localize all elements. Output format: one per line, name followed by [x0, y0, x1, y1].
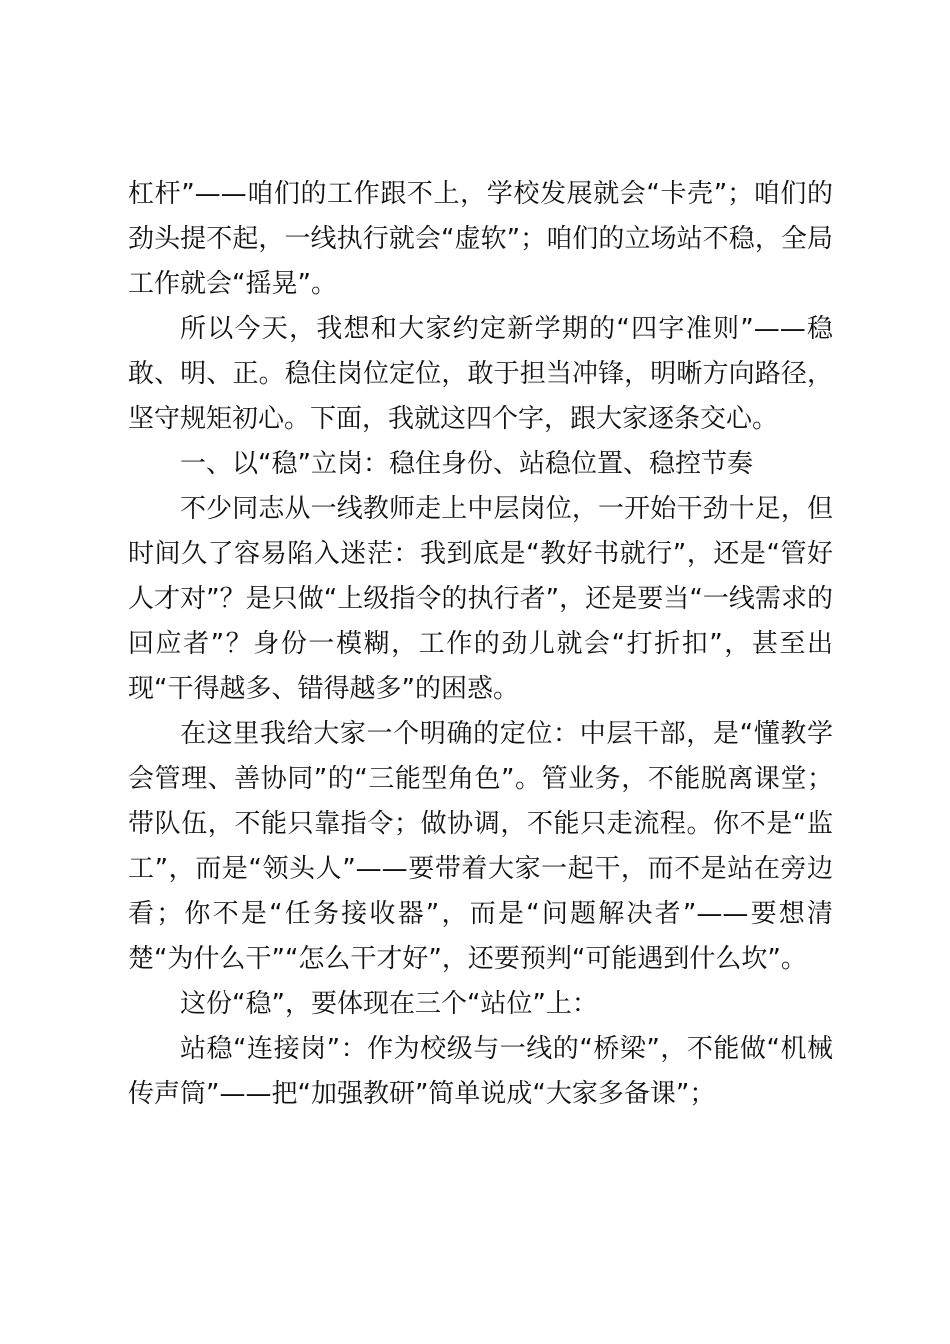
paragraph-identity-confusion: 不少同志从一线教师走上中层岗位，一开始干劲十足，但时间久了容易陷入迷茫：我到底是“教好书就行”，还是“管好人才对”？是只做“上级指令的执行者”，还是要当“一线需求的回应者”？身份一模糊，工作的劲儿就会“打折扣”，甚至出现“干得越多、错得越多”的困惑。 — [128, 494, 833, 704]
paragraph-continuation: 杠杆”——咱们的工作跟不上，学校发展就会“卡壳”；咱们的劲头提不起，一线执行就会“虚软”；咱们的立场站不稳，全局工作就会“摇晃”。 — [128, 179, 833, 299]
document-page — [128, 172, 833, 1117]
section-heading-stability: 一、以“稳”立岗：稳住身份、站稳位置、稳控节奏 — [180, 449, 753, 479]
paragraph-three-positions: 这份“稳”，要体现在三个“站位”上： — [180, 989, 598, 1019]
paragraph-four-principles: 所以今天，我想和大家约定新学期的“四字准则”——稳敢、明、正。稳住岗位定位，敢于担当冲锋，明晰方向路径，坚守规矩初心。下面，我就这四个字，跟大家逐条交心。 — [128, 314, 833, 434]
paragraph-role-definition: 在这里我给大家一个明确的定位：中层干部，是“懂教学会管理、善协同”的“三能型角色”。管业务，不能脱离课堂；带队伍，不能只靠指令；做协调，不能只走流程。你不是“监工”，而是“领头人”——要带着大家一起干，而不是站在旁边看；你不是“任务接收器”，而是“问题解决者”——要想清楚“为什么干”“怎么干才好”，还要预判“可能遇到什么坎”。 — [128, 719, 833, 974]
paragraph-connection-role: 站稳“连接岗”：作为校级与一线的“桥梁”，不能做“机械传声筒”——把“加强教研”简单说成“大家多备课”； — [128, 1034, 833, 1109]
